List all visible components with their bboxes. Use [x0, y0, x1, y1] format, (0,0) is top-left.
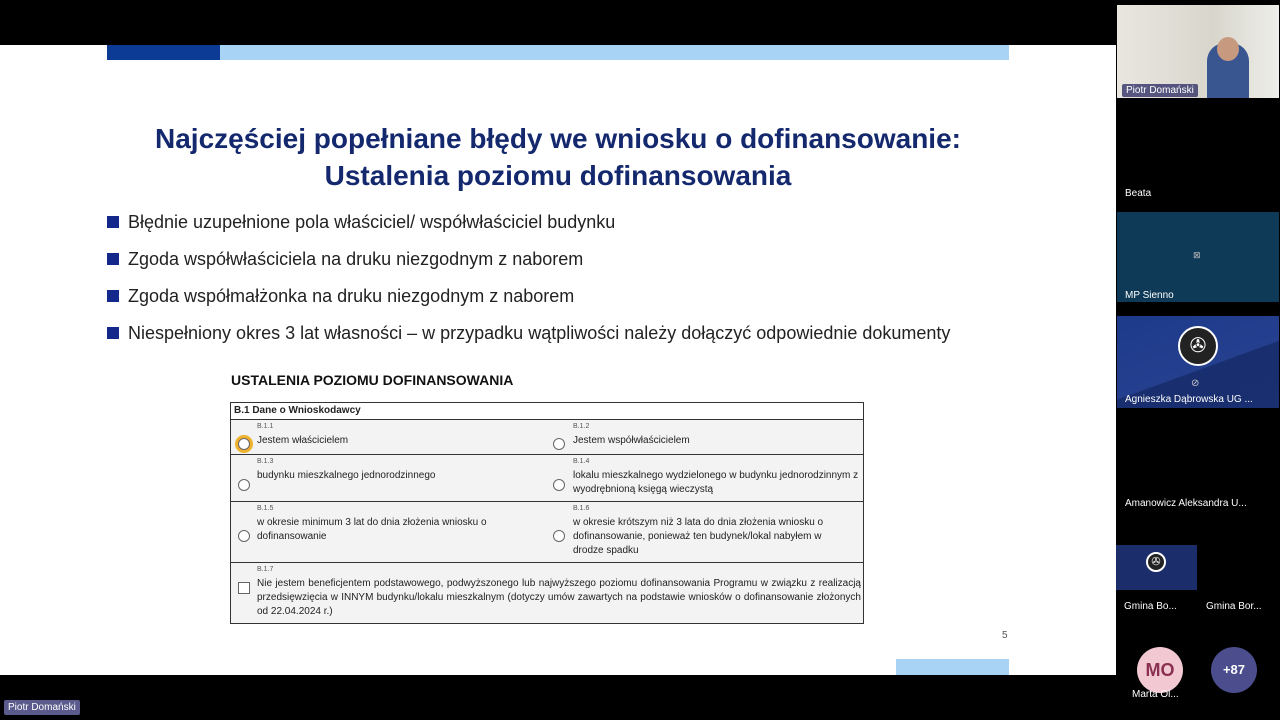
- participant-tile[interactable]: [1117, 316, 1279, 408]
- form-header: B.1 Dane o Wnioskodawcy: [231, 403, 863, 420]
- field-code: B.1.6: [573, 505, 590, 512]
- field-code: B.1.4: [573, 458, 590, 465]
- participant-tile-video[interactable]: [1117, 5, 1279, 98]
- checkbox-not-beneficiary[interactable]: [238, 582, 250, 594]
- participant-name: Piotr Domański: [1122, 84, 1198, 97]
- field-code: B.1.1: [257, 423, 274, 430]
- footer-bar: [896, 659, 1009, 675]
- obs-logo-icon: ✇: [1146, 552, 1166, 572]
- presenter-label: Piotr Domański: [4, 700, 80, 715]
- participants-panel: [1116, 0, 1280, 720]
- form-row: [231, 563, 863, 623]
- bullet-square-icon: [107, 216, 119, 228]
- camera-off-icon: ⊠: [1193, 250, 1201, 260]
- page-number: 5: [1002, 630, 1008, 641]
- field-label: budynku mieszkalnego jednorodzinnego: [257, 470, 436, 481]
- radio-owner[interactable]: [238, 438, 250, 450]
- radio-apartment[interactable]: [553, 479, 565, 491]
- participant-name: Agnieszka Dąbrowska UG ...: [1125, 394, 1253, 405]
- field-code: B.1.7: [257, 566, 274, 573]
- bullet-square-icon: [107, 290, 119, 302]
- bullet-list: [107, 210, 967, 358]
- obs-logo-icon: ✇: [1178, 326, 1218, 366]
- form-title: USTALENIA POZIOMU DOFINANSOWANIA: [231, 372, 514, 388]
- radio-co-owner[interactable]: [553, 438, 565, 450]
- field-code: B.1.3: [257, 458, 274, 465]
- slide-title: [100, 120, 1016, 194]
- camera-off-icon: ⊘: [1191, 378, 1200, 389]
- participant-name: Amanowicz Aleksandra U...: [1125, 498, 1247, 509]
- participant-tile[interactable]: [1117, 105, 1279, 205]
- participant-name: Marta Ol...: [1132, 689, 1179, 700]
- bullet-text: Zgoda współwłaściciela na druku niezgodnym z naborem: [128, 249, 584, 269]
- header-bar-light: [220, 45, 1009, 60]
- participant-tile[interactable]: [1117, 420, 1279, 512]
- radio-less-3-years[interactable]: [553, 530, 565, 542]
- field-code: B.1.2: [573, 423, 590, 430]
- field-label: w okresie minimum 3 lat do dnia złożenia wniosku o dofinansowanie: [257, 517, 487, 542]
- avatar-initials[interactable]: MO: [1137, 647, 1183, 693]
- bullet-text: Niespełniony okres 3 lat własności – w przypadku wątpliwości należy dołączyć odpowiednie dokumenty: [128, 323, 951, 343]
- participant-name: Gmina Bo...: [1124, 601, 1177, 612]
- header-bar-dark: [107, 45, 220, 60]
- form-row: [231, 420, 863, 455]
- participant-tile-small[interactable]: [1116, 545, 1197, 590]
- field-label: Jestem właścicielem: [257, 435, 349, 446]
- participant-name: MP Sienno: [1125, 290, 1174, 301]
- more-participants-button[interactable]: +87: [1211, 647, 1257, 693]
- form-screenshot: [230, 402, 864, 624]
- person-head: [1217, 37, 1239, 61]
- field-label: Jestem współwłaścicielem: [573, 435, 690, 446]
- bullet-item: [107, 284, 967, 309]
- title-line-2: Ustalenia poziomu dofinansowania: [324, 160, 792, 191]
- bullet-item: [107, 210, 967, 235]
- field-label: Nie jestem beneficjentem podstawowego, podwyższonego lub najwyższego poziomu dofinansowania Programu w związku z realizacją przedsięwzięcia w INNYM budynku/lokalu mieszkalnym (dotyczy umów zawartych na podstawie wniosków o dofinansowanie złożonych od 22.04.2024 r.): [257, 578, 861, 617]
- bullet-item: [107, 247, 967, 272]
- bullet-item: [107, 321, 967, 346]
- title-line-1: Najczęściej popełniane błędy we wniosku o dofinansowanie:: [155, 123, 961, 154]
- bullet-square-icon: [107, 327, 119, 339]
- radio-house[interactable]: [238, 479, 250, 491]
- form-row: [231, 455, 863, 502]
- form-row: [231, 502, 863, 563]
- field-label: w okresie krótszym niż 3 lata do dnia złożenia wniosku o dofinansowanie, ponieważ ten budynek/lokal nabyłem w drodze spadku: [573, 517, 824, 556]
- participant-name: Gmina Bor...: [1206, 601, 1262, 612]
- bullet-text: Błędnie uzupełnione pola właściciel/ współwłaściciel budynku: [128, 212, 616, 232]
- participant-tile[interactable]: [1117, 212, 1279, 302]
- participant-name: Beata: [1125, 188, 1152, 199]
- field-code: B.1.5: [257, 505, 274, 512]
- bullet-square-icon: [107, 253, 119, 265]
- radio-min-3-years[interactable]: [238, 530, 250, 542]
- presentation-slide: [0, 45, 1116, 675]
- bullet-text: Zgoda współmałżonka na druku niezgodnym z naborem: [128, 286, 575, 306]
- field-label: lokalu mieszkalnego wydzielonego w budynku jednorodzinnym z wyodrębnioną księgą wieczystą: [573, 470, 859, 495]
